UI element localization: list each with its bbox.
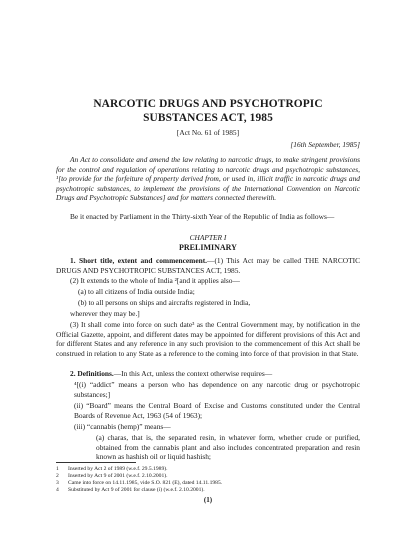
act-title-line-1: NARCOTIC DRUGS AND PSYCHOTROPIC bbox=[93, 98, 323, 110]
chapter-number: CHAPTER I bbox=[189, 233, 227, 242]
act-title-line-2: SUBSTANCES ACT, 1985 bbox=[143, 112, 273, 124]
chapter-title: PRELIMINARY bbox=[179, 243, 237, 252]
definition-cannabis: (iii) “cannabis (hemp)” means— bbox=[74, 422, 171, 431]
section-1-subsection-1 bbox=[56, 256, 360, 275]
section-2-heading: 2. Definitions. bbox=[70, 369, 114, 378]
section-2-text: —In this Act, unless the context otherwise requires— bbox=[113, 369, 273, 378]
preamble: An Act to consolidate and amend the law relating to narcotic drugs, to make stringent provisions for the control and regulation of operations relating to narcotic drugs and psychotropic substances, ¹[to provide for the forfeiture of property derived from, or used in, illicit traffic in narcotic drugs and psychotropic substances, to implement the provisions of the International Convention on Narcotic Drugs and Psychotropic Substances] and for matters connected therewith. bbox=[56, 155, 360, 203]
section-1-text: —(1) This Act may be called THE NARCOTIC DRUGS AND PSYCHOTROPIC SUBSTANCES ACT, 1985. bbox=[56, 256, 361, 275]
section-1-clause-a: (a) to all citizens of India outside India; bbox=[78, 287, 195, 296]
definition-cannabis-a: (a) charas, that is, the separated resin, in whatever form, whether crude or purified, obtained from the cannabis plant and also includes concentrated preparation and resin known as hashish oil or liquid hashish; bbox=[96, 433, 360, 462]
footnote-4: 4 Substituted by Act 9 of 2001 for clause (i) (w.e.f. 2.10.2001). bbox=[56, 487, 205, 493]
footnote-2: 2 Inserted by Act 9 of 2001 (w.e.f. 2.10.2001). bbox=[56, 473, 168, 479]
definition-addict: ⁴[(i) “addict” means a person who has dependence on any narcotic drug or psychotropic substances;] bbox=[74, 380, 360, 399]
section-1-subsection-2: (2) It extends to the whole of India ²[and it applies also— bbox=[70, 276, 240, 285]
footnote-3: 3 Came into force on 14.11.1985, vide S.O. 821 (E), dated 14.11.1985. bbox=[56, 480, 223, 486]
enactment-clause: Be it enacted by Parliament in the Thirty-sixth Year of the Republic of India as follows— bbox=[70, 212, 335, 221]
section-1-heading: 1. Short title, extent and commencement. bbox=[70, 256, 208, 265]
section-1-wherever: wherever they may be.] bbox=[70, 309, 140, 318]
footnote-divider bbox=[56, 462, 136, 463]
definition-board: (ii) “Board” means the Central Board of Excise and Customs constituted under the Central Boards of Revenue Act, 1963 (54 of 1963); bbox=[74, 401, 360, 420]
act-date: [16th September, 1985] bbox=[290, 140, 360, 149]
section-2-intro bbox=[56, 369, 360, 379]
footnote-1: 1 Inserted by Act 2 of 1989 (w.e.f. 29.5.1989). bbox=[56, 466, 168, 472]
act-number: [Act No. 61 of 1985] bbox=[176, 128, 240, 137]
page-number: (1) bbox=[203, 496, 213, 504]
section-1-subsection-3: (3) It shall come into force on such date³ as the Central Government may, by notification in the Official Gazette, appoint, and different dates may be appointed for different provisions of this Act and for different States and any reference in any such provision to the commencement of this Act shall be construed in relation to any State as a reference to the coming into force of that provision in that State. bbox=[56, 320, 360, 358]
section-1-clause-b: (b) to all persons on ships and aircrafts registered in India, bbox=[78, 298, 251, 307]
